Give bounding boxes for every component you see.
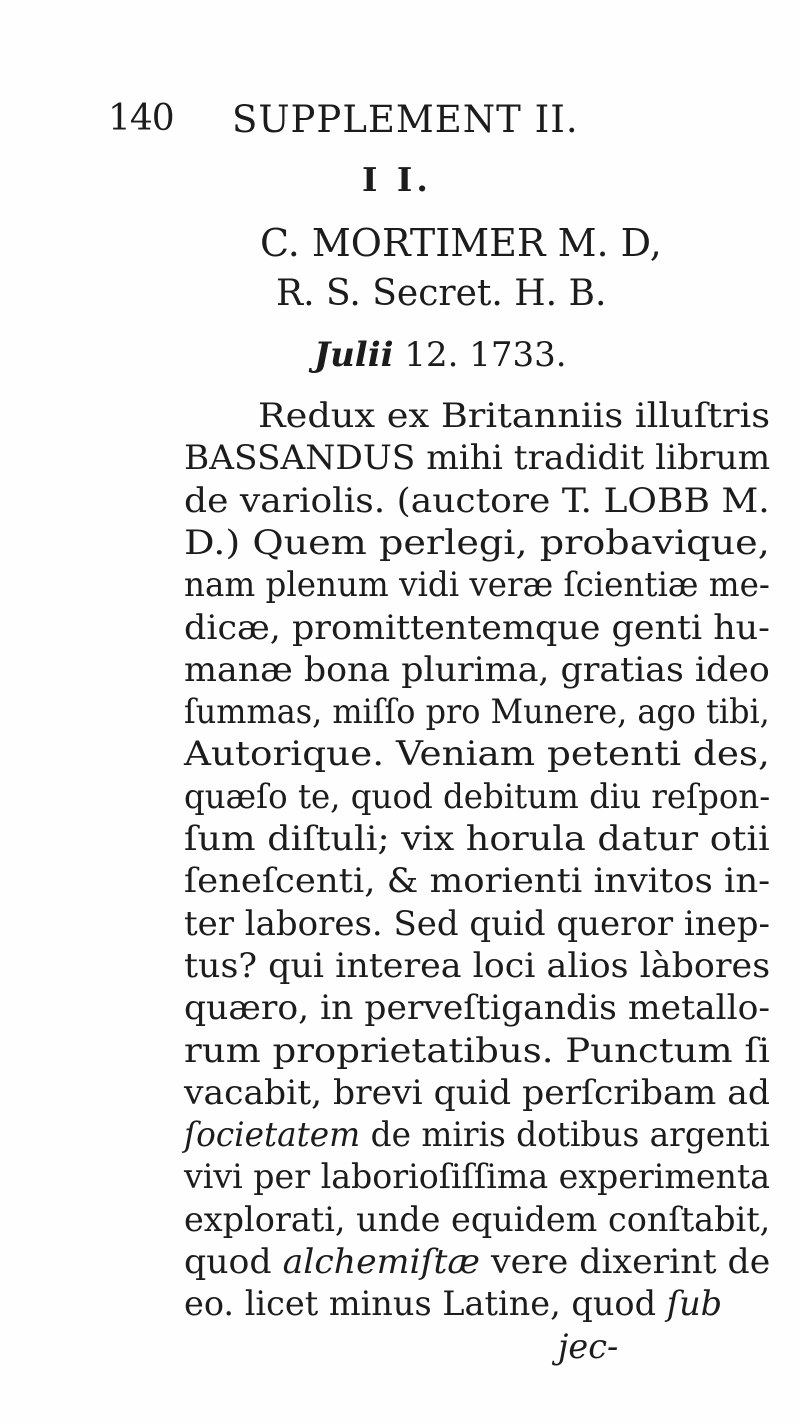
line-text: vivi per laborioſiſſima experimenta (184, 1157, 771, 1197)
line-text: nam plenum vidi veræ ſcientiæ me- (184, 565, 770, 605)
body-line (184, 988, 770, 1028)
line-text: ſum diſtuli; vix horula datur otii (184, 819, 770, 858)
body-line (184, 565, 770, 605)
italic-word: jec- (558, 1326, 619, 1366)
running-head (108, 98, 708, 148)
body-line (184, 1242, 770, 1282)
body-line (184, 692, 770, 732)
line-text: de miris dotibus argenti (360, 1115, 770, 1155)
line-text: Redux ex Britanniis illuſtris (258, 396, 771, 435)
line-text: vere dixerint de (479, 1242, 771, 1281)
line-text: ſummas, miſſo pro Munere, ago tibi, (184, 692, 770, 732)
author-line: C. MORTIMER M. D, (260, 221, 662, 265)
body-line (184, 1284, 722, 1324)
dateline (314, 335, 567, 375)
italic-word: alchemiſtæ (282, 1242, 480, 1281)
body-line (184, 1031, 770, 1071)
body-line (184, 734, 770, 774)
body-line (184, 777, 770, 817)
body-line (184, 650, 770, 690)
line-text: rum proprietatibus. Punctum ſi (184, 1030, 770, 1070)
line-text: tus? qui interea loci alios làbores (184, 945, 771, 985)
body-line (184, 819, 770, 859)
line-text: BASSANDUS mihi tradidit librum (184, 438, 771, 478)
line-text: vacabit, brevi quid perſcribam ad (184, 1072, 770, 1112)
line-text: Autorique. Veniam petenti des, (184, 734, 770, 774)
line-text: ſeneſcenti, & morienti invitos in- (184, 861, 771, 901)
line-text: quod (184, 1242, 283, 1281)
body-line (184, 946, 770, 986)
page-number: 140 (108, 98, 174, 139)
line-text: manæ bona plurima, gratias ideo (184, 649, 770, 689)
body-line (184, 1157, 770, 1197)
italic-word: ſocietatem (184, 1115, 361, 1155)
affiliation-line: R. S. Secret. H. B. (276, 273, 607, 314)
line-text: quæro, in perveſtigandis metallo- (184, 988, 771, 1028)
body-line (184, 1200, 770, 1240)
line-text: D.) Quem perlegi, probavique, (184, 522, 770, 562)
line-text: dicæ, promittentemque genti hu- (184, 607, 770, 647)
body-line (184, 608, 770, 648)
line-text: ter labores. Sed quid queror inep- (184, 903, 770, 943)
letter-number: I I. (362, 160, 432, 199)
body-line (184, 1073, 770, 1113)
line-text: quæſo te, quod debitum diu reſpon- (184, 776, 771, 816)
line-text: de variolis. (auctore T. LOBB M. (184, 480, 770, 520)
body-line (558, 1327, 618, 1367)
date-day-year: 12. 1733. (404, 335, 567, 375)
body-line (184, 1115, 770, 1155)
body-line (184, 523, 770, 563)
running-title: SUPPLEMENT II. (232, 98, 579, 141)
body-line (184, 438, 770, 478)
body-line (184, 481, 770, 521)
italic-word: ſub (666, 1284, 723, 1324)
body-line (184, 861, 770, 901)
date-month: Julii (314, 335, 394, 375)
line-text: explorati, unde equidem conſtabit, (184, 1199, 771, 1239)
line-text: eo. licet minus Latine, quod (184, 1284, 667, 1324)
body-line (258, 396, 770, 436)
body-line (184, 904, 770, 944)
